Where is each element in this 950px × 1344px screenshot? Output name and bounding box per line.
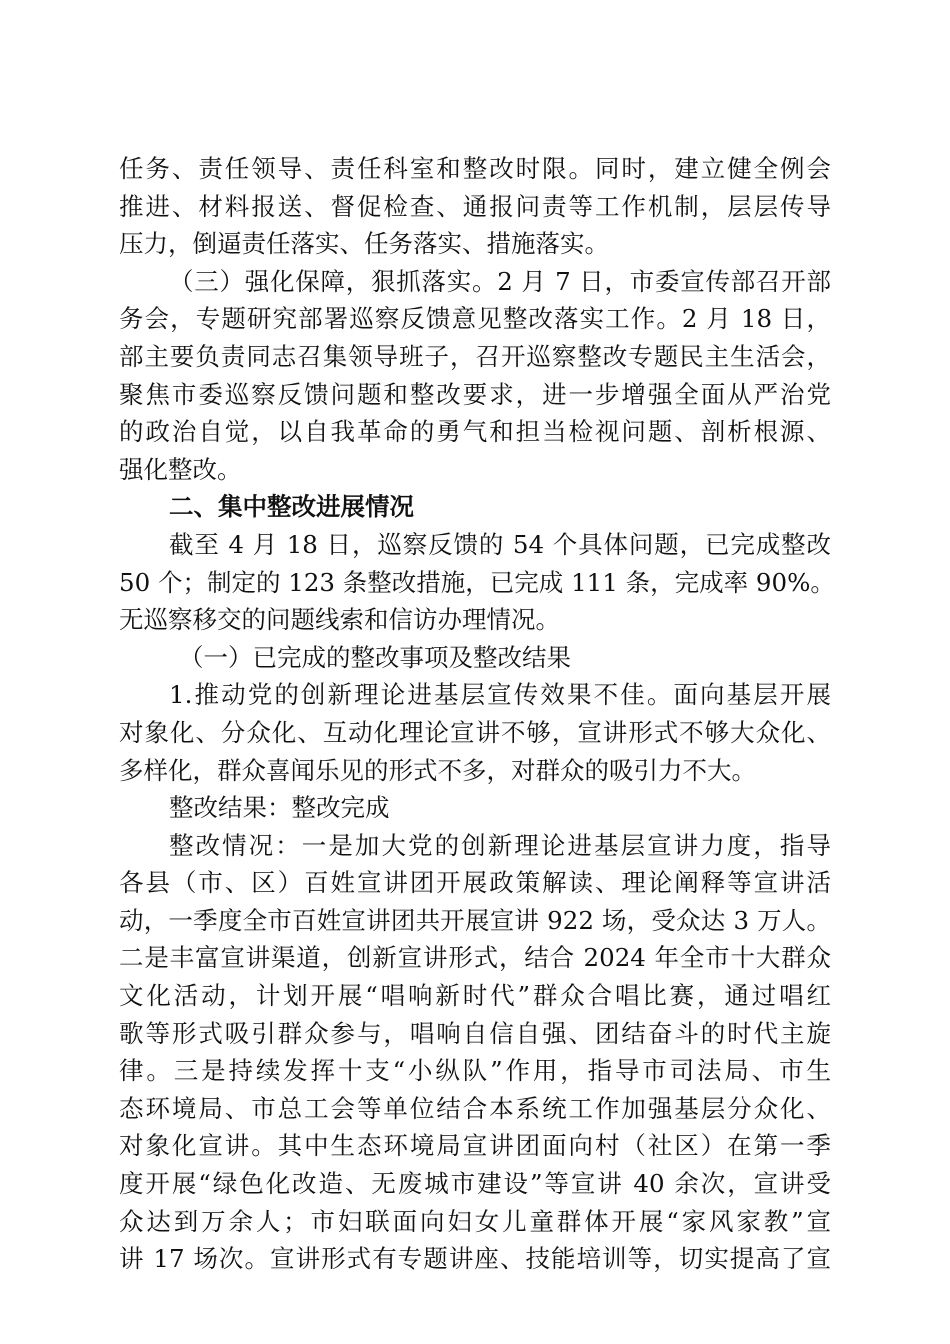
text-line: 截至 4 月 18 日，巡察反馈的 54 个具体问题，已完成整改: [169, 529, 831, 559]
rectification-result: 整改结果：整改完成: [169, 793, 390, 823]
text-line: 整改情况：一是加大党的创新理论进基层宣讲力度，指导: [169, 830, 831, 860]
subsection-heading-1: （一）已完成的整改事项及整改结果: [179, 642, 571, 672]
text-line: 歌等形式吸引群众参与，唱响自信自强、团结奋斗的时代主旋: [119, 1018, 831, 1048]
text-line: 聚焦市委巡察反馈问题和整改要求，进一步增强全面从严治党: [119, 379, 831, 409]
item-title-line: 1.推动党的创新理论进基层宣传效果不佳。面向基层开展: [169, 680, 831, 710]
document-body: [119, 150, 835, 1278]
text-line: 讲 17 场次。宣讲形式有专题讲座、技能培训等，切实提高了宣: [119, 1244, 831, 1274]
text-line: 态环境局、市总工会等单位结合本系统工作加强基层分众化、: [119, 1093, 831, 1123]
text-line: 众达到万余人；市妇联面向妇女儿童群体开展“家风家教”宣: [119, 1206, 831, 1236]
text-line: 强化整改。: [119, 454, 242, 484]
text-line: 50 个；制定的 123 条整改措施，已完成 111 条，完成率 90%。: [119, 567, 835, 597]
text-line: 各县（市、区）百姓宣讲团开展政策解读、理论阐释等宣讲活: [119, 868, 831, 898]
text-line: 对象化宣讲。其中生态环境局宣讲团面向村（社区）在第一季: [119, 1131, 831, 1161]
text-line: 的政治自觉，以自我革命的勇气和担当检视问题、剖析根源、: [119, 417, 831, 447]
text-line: 部主要负责同志召集领导班子，召开巡察整改专题民主生活会，: [119, 341, 831, 371]
text-line: 对象化、分众化、互动化理论宣讲不够，宣讲形式不够大众化、: [119, 717, 831, 747]
text-line: 无巡察移交的问题线索和信访办理情况。: [119, 605, 560, 635]
text-line: 务会，专题研究部署巡察反馈意见整改落实工作。2 月 18 日，: [119, 304, 831, 334]
text-line: 律。三是持续发挥十支“小纵队”作用，指导市司法局、市生: [119, 1056, 831, 1086]
text-line: 文化活动，计划开展“唱响新时代”群众合唱比赛，通过唱红: [119, 981, 831, 1011]
text-line: 推进、材料报送、督促检查、通报问责等工作机制，层层传导: [119, 191, 831, 221]
text-line: 压力，倒逼责任落实、任务落实、措施落实。: [119, 229, 609, 259]
text-line: 多样化，群众喜闻乐见的形式不多，对群众的吸引力不大。: [119, 755, 756, 785]
section-heading-2: 二、集中整改进展情况: [169, 492, 414, 522]
text-line: 二是丰富宣讲渠道，创新宣讲形式，结合 2024 年全市十大群众: [119, 943, 831, 973]
text-line: 动，一季度全市百姓宣讲团共开展宣讲 922 场，受众达 3 万人。: [119, 905, 831, 935]
text-line: 任务、责任领导、责任科室和整改时限。同时，建立健全例会: [119, 154, 831, 183]
section-heading-3: （三）强化保障，狠抓落实。2 月 7 日，市委宣传部召开部: [169, 266, 831, 296]
text-line: 度开展“绿色化改造、无废城市建设”等宣讲 40 余次，宣讲受: [119, 1169, 831, 1199]
